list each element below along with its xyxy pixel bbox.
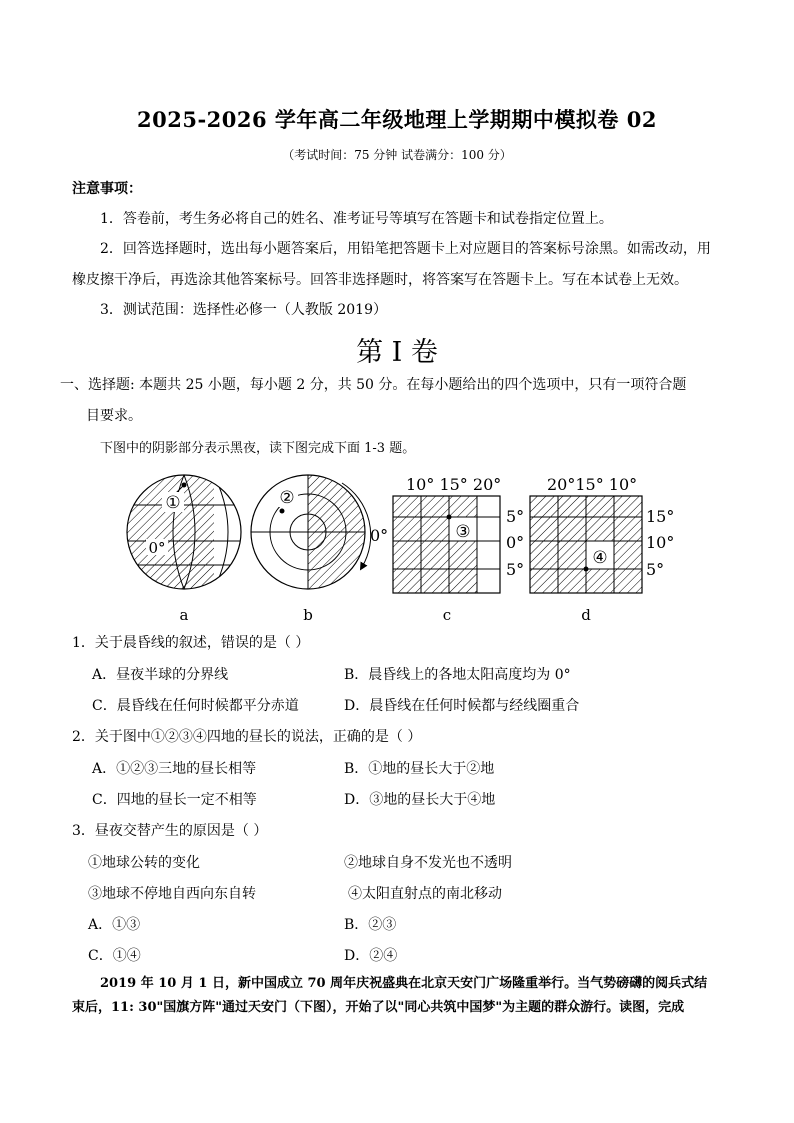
marker-4: ④ [592, 548, 608, 568]
globe-a-lat-label: 0° [148, 539, 166, 557]
grid-d [530, 475, 674, 593]
notice-item-1: 1．答卷前，考生务必将自己的姓名、准考证号等填写在答题卡和试卷指定位置上。 [100, 211, 613, 227]
polar-b-lat-label: 0° [370, 526, 389, 545]
question-1-stem: 1．关于晨昏线的叙述，错误的是（ ） [72, 635, 310, 651]
q3-statement-3: ③地球不停地自西向东自转 [88, 886, 256, 902]
caption-c: c [442, 606, 452, 624]
passage-line-1: 2019 年 10 月 1 日，新中国成立 70 周年庆祝盛典在北京天安门广场隆重举行。当气势磅礴的阅兵式结 [100, 976, 708, 991]
caption-a: a [179, 606, 189, 624]
grid-c [393, 475, 524, 593]
grid-d-right-label-3: 5° [646, 560, 665, 579]
section-title: 第 I 卷 [356, 337, 438, 368]
q1-option-a: A．昼夜半球的分界线 [92, 667, 229, 683]
q3-option-d: D．②④ [344, 948, 398, 964]
question-3-stem: 3．昼夜交替产生的原因是（ ） [72, 823, 268, 839]
exam-info: （考试时间：75 分钟 试卷满分：100 分） [282, 148, 512, 162]
q2-option-b: B．①地的昼长大于②地 [344, 761, 495, 777]
caption-d: d [581, 606, 591, 624]
globe-a [120, 470, 250, 600]
marker-3: ③ [455, 522, 471, 542]
notice-item-2-cont: 橡皮擦干净后，再选涂其他答案标号。回答非选择题时，将答案写在答题卡上。写在本试卷上无效。 [72, 272, 688, 288]
grid-c-top-labels: 10° 15° 20° [406, 475, 502, 494]
q3-statement-4: ④太阳直射点的南北移动 [348, 886, 502, 902]
figure-intro: 下图中的阴影部分表示黑夜，读下图完成下面 1-3 题。 [100, 441, 416, 456]
passage-line-2: 束后，11: 30"国旗方阵"通过天安门（下图），开始了以"同心共筑中国梦"为主题的群众游行。读图，完成 [72, 1000, 685, 1015]
caption-b: b [303, 606, 313, 624]
q2-option-c: C．四地的昼长一定不相等 [92, 792, 257, 808]
section-intro-cont: 目要求。 [86, 408, 142, 424]
q2-option-a: A．①②③三地的昼长相等 [92, 761, 257, 777]
page-title: 2025-2026 学年高二年级地理上学期期中模拟卷 02 [137, 107, 657, 132]
section-intro: 一、选择题: 本题共 25 小题，每小题 2 分，共 50 分。在每小题给出的四个选项中，只有一项符合题 [60, 377, 687, 393]
grid-c-right-label-1: 5° [506, 507, 525, 526]
daynight-figure [110, 465, 690, 630]
marker-1: ① [165, 493, 181, 513]
notice-item-2: 2．回答选择题时，选出每小题答案后，用铅笔把答题卡上对应题目的答案标号涂黑。如需改动，用 [100, 241, 711, 257]
polar-view-b [251, 475, 388, 589]
q1-option-d: D．晨昏线在任何时候都与经线圈重合 [344, 698, 580, 714]
grid-d-right-label-2: 10° [646, 533, 675, 552]
notice-heading: 注意事项： [72, 181, 142, 197]
question-2-stem: 2．关于图中①②③④四地的昼长的说法，正确的是（ ） [72, 729, 422, 745]
notice-item-3: 3．测试范围：选择性必修一（人教版 2019） [100, 302, 387, 318]
q3-statement-2: ②地球自身不发光也不透明 [344, 855, 512, 871]
grid-c-right-label-2: 0° [506, 533, 525, 552]
q3-option-b: B．②③ [344, 917, 397, 933]
q2-option-d: D．③地的昼长大于④地 [344, 792, 496, 808]
q1-option-b: B．晨昏线上的各地太阳高度均为 0° [344, 667, 571, 683]
marker-2: ② [279, 488, 295, 508]
q3-option-a: A．①③ [88, 917, 141, 933]
q3-statement-1: ①地球公转的变化 [88, 855, 200, 871]
grid-d-right-label-1: 15° [646, 507, 675, 526]
grid-d-top-labels: 20°15° 10° [547, 475, 638, 494]
grid-c-right-label-3: 5° [506, 560, 525, 579]
q1-option-c: C．晨昏线在任何时候都平分赤道 [92, 698, 299, 714]
q3-option-c: C．①④ [88, 948, 141, 964]
